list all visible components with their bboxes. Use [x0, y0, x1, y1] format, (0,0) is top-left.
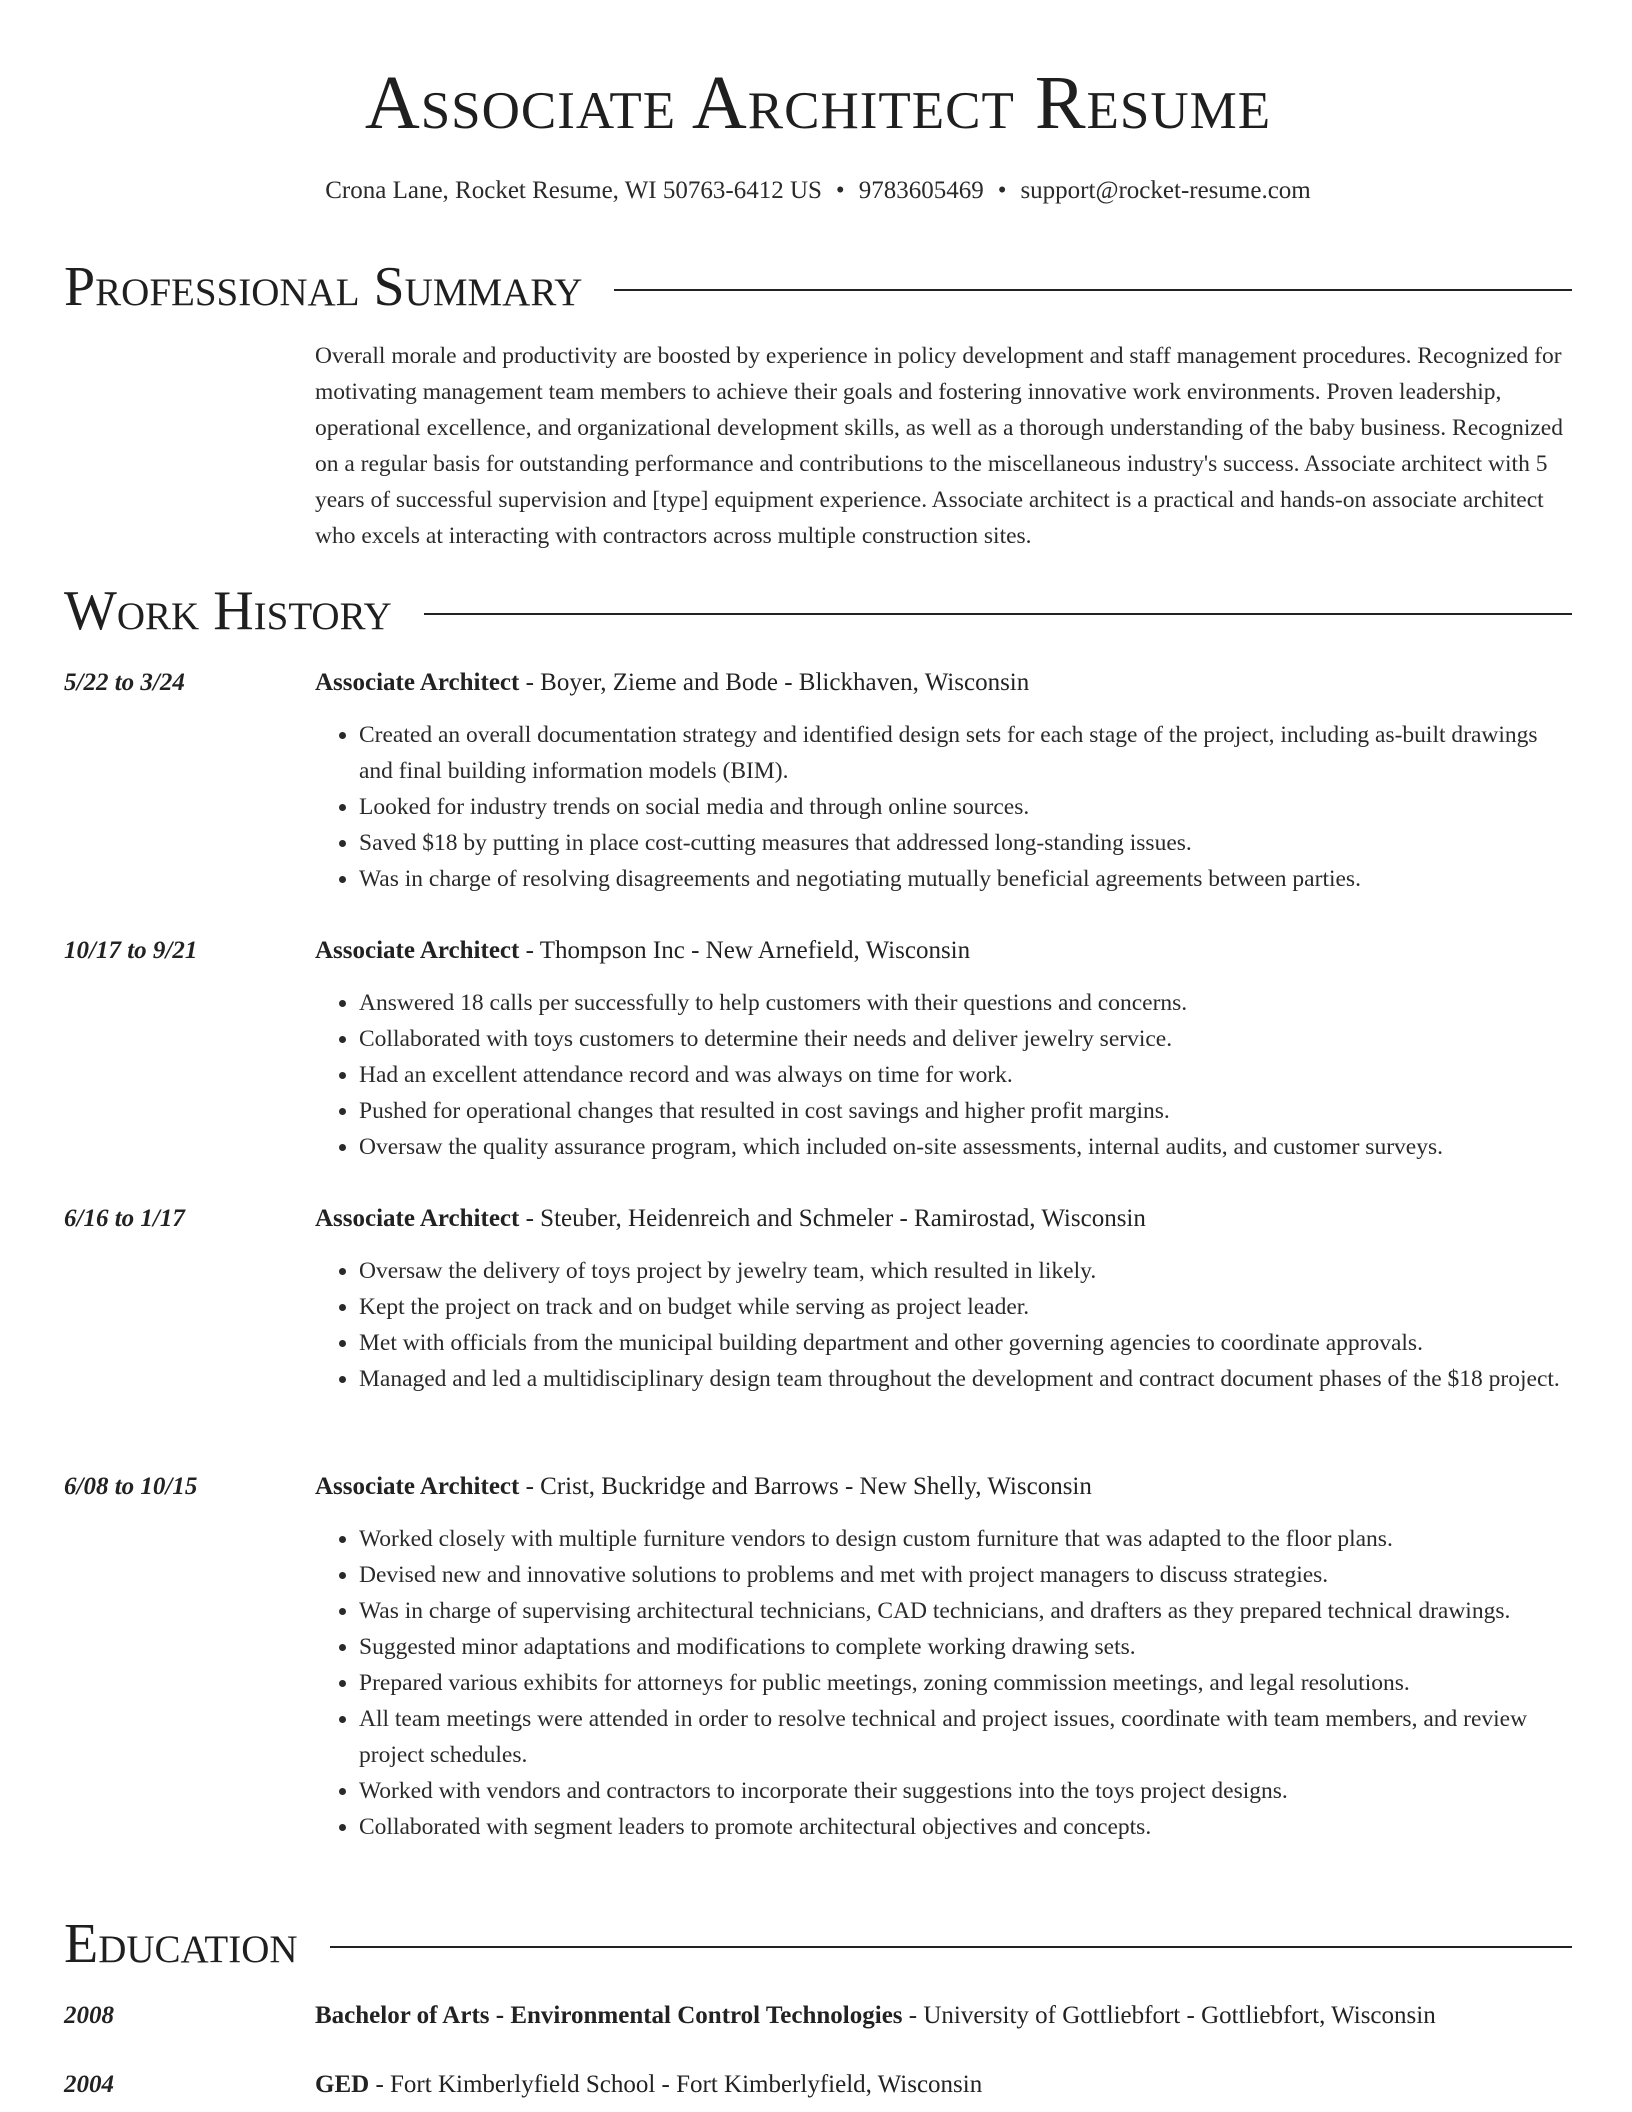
education-school: - Fort Kimberlyfield School - Fort Kimberlyfield, Wisconsin — [369, 2071, 983, 2098]
education-school: - University of Gottliebfort - Gottliebfort, Wisconsin — [902, 2002, 1436, 2029]
education-degree: GED — [315, 2071, 370, 2098]
job-bullet: • Collaborated with toys customers to determine their needs and deliver jewelry service. — [359, 1021, 1572, 1057]
job-bullet: • Was in charge of supervising architectural technicians, CAD technicians, and drafters as they prepared technical drawings. — [359, 1593, 1572, 1629]
job-title: Associate Architect — [315, 937, 520, 964]
section-heading-education — [64, 1909, 1572, 1979]
section-divider — [614, 289, 1572, 291]
job-title: Associate Architect — [315, 1473, 520, 1500]
job-dates: 10/17 to 9/21 — [64, 937, 198, 964]
job-bullet: • Pushed for operational changes that resulted in cost savings and higher profit margins. — [359, 1093, 1572, 1129]
job-bullet: • All team meetings were attended in order to resolve technical and project issues, coordinate with team members, and review project schedules. — [359, 1701, 1572, 1773]
job-bullet: • Worked closely with multiple furniture vendors to design custom furniture that was adapted to the floor plans. — [359, 1521, 1572, 1557]
job-dates: 5/22 to 3/24 — [64, 669, 185, 696]
job-bullet: • Created an overall documentation strategy and identified design sets for each stage of the project, including as-built drawings and final building information models (BIM). — [359, 717, 1572, 789]
section-title-work-history: Work History — [64, 580, 392, 642]
contact-separator: • — [997, 177, 1007, 204]
education-degree: Bachelor of Arts - Environmental Control Technologies — [315, 2002, 903, 2029]
job-bullet: • Was in charge of resolving disagreements and negotiating mutually beneficial agreements between parties. — [359, 861, 1572, 897]
job-heading — [315, 933, 970, 969]
job-dates: 6/16 to 1/17 — [64, 1205, 185, 1232]
section-title-summary: Professional Summary — [64, 256, 583, 318]
summary-text: Overall morale and productivity are boosted by experience in policy development and staff management procedures. Recognized for motivating management team members to achieve their goals and fostering innovative work environments. Proven leadership, operational excellence, and organizational development skills, as well as a thorough understanding of the baby business. Recognized on a regular basis for outstanding performance and contributions to the miscellaneous industry's success. Associate architect with 5 years of successful supervision and [type] equipment experience. Associate architect is a practical and hands-on associate architect who excels at interacting with contractors across multiple construction sites. — [315, 343, 1563, 549]
section-divider — [424, 613, 1572, 615]
job-bullets — [315, 985, 1572, 1165]
job-employer: - Thompson Inc - New Arnefield, Wisconsin — [519, 937, 971, 964]
job-employer: - Steuber, Heidenreich and Schmeler - Ramirostad, Wisconsin — [519, 1205, 1146, 1232]
job-bullet: • Saved $18 by putting in place cost-cutting measures that addressed long-standing issues. — [359, 825, 1572, 861]
job-bullet: • Met with officials from the municipal building department and other governing agencies to coordinate approvals. — [359, 1325, 1572, 1361]
job-bullet: • Collaborated with segment leaders to promote architectural objectives and concepts. — [359, 1809, 1572, 1845]
education-year: 2004 — [64, 2071, 114, 2098]
job-dates: 6/08 to 10/15 — [64, 1473, 198, 1500]
job-employer: - Boyer, Zieme and Bode - Blickhaven, Wisconsin — [519, 669, 1030, 696]
job-bullet: • Oversaw the quality assurance program, which included on-site assessments, internal audits, and customer surveys. — [359, 1129, 1572, 1165]
job-bullets — [315, 1521, 1572, 1845]
job-title: Associate Architect — [315, 1205, 520, 1232]
job-bullet: • Oversaw the delivery of toys project by jewelry team, which resulted in likely. — [359, 1253, 1572, 1289]
job-bullets — [315, 1253, 1572, 1397]
job-bullet: • Worked with vendors and contractors to incorporate their suggestions into the toys project designs. — [359, 1773, 1572, 1809]
contact-line — [64, 176, 1572, 206]
job-bullet: • Kept the project on track and on budget while serving as project leader. — [359, 1289, 1572, 1325]
job-bullet: • Answered 18 calls per successfully to help customers with their questions and concerns. — [359, 985, 1572, 1021]
contact-address: Crona Lane, Rocket Resume, WI 50763-6412 US — [325, 177, 822, 204]
job-bullet: • Looked for industry trends on social media and through online sources. — [359, 789, 1572, 825]
contact-separator: • — [835, 177, 845, 204]
section-divider — [330, 1946, 1572, 1948]
contact-phone: 9783605469 — [858, 177, 984, 204]
contact-email: support@rocket-resume.com — [1020, 177, 1311, 204]
section-title-education: Education — [64, 1913, 298, 1975]
section-heading-summary — [64, 252, 1572, 322]
job-bullet: • Prepared various exhibits for attorneys for public meetings, zoning commission meetings, and legal resolutions. — [359, 1665, 1572, 1701]
resume-title: Associate Architect Resume — [364, 61, 1272, 145]
job-bullet: • Had an excellent attendance record and was always on time for work. — [359, 1057, 1572, 1093]
section-heading-work-history — [64, 576, 1572, 646]
job-bullet: • Devised new and innovative solutions to problems and met with project managers to discuss strategies. — [359, 1557, 1572, 1593]
education-heading — [315, 1998, 1436, 2034]
job-bullet: • Managed and led a multidisciplinary design team throughout the development and contract document phases of the $18 project. — [359, 1361, 1572, 1397]
job-title: Associate Architect — [315, 669, 520, 696]
job-heading — [315, 1201, 1146, 1237]
job-bullets — [315, 717, 1572, 897]
job-heading — [315, 1469, 1092, 1505]
education-year: 2008 — [64, 2002, 114, 2029]
job-heading — [315, 665, 1029, 701]
job-employer: - Crist, Buckridge and Barrows - New Shelly, Wisconsin — [519, 1473, 1092, 1500]
job-bullet: • Suggested minor adaptations and modifications to complete working drawing sets. — [359, 1629, 1572, 1665]
education-heading — [315, 2067, 982, 2103]
